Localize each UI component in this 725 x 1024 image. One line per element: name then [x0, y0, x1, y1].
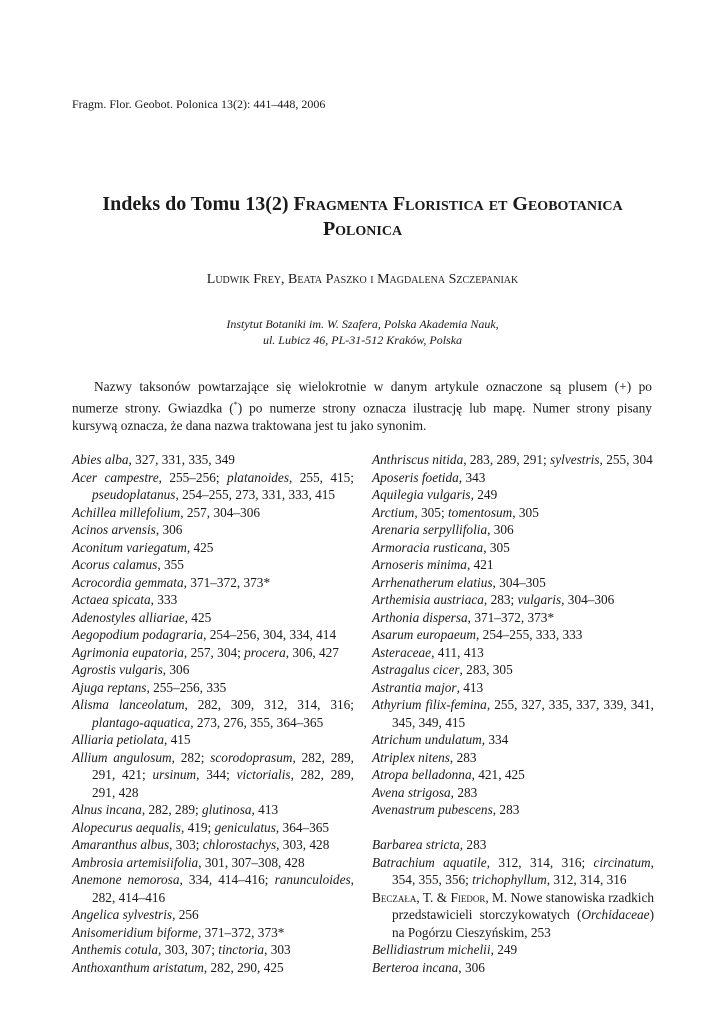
page-refs: , 305 [483, 539, 510, 555]
taxon-name: Agrostis vulgaris [72, 662, 163, 677]
page-refs: , 355 [157, 557, 184, 572]
taxon-name: Acer campestre [72, 469, 159, 485]
taxon-name: Acinos arvensis [72, 522, 156, 537]
page-refs: , 255–256; [158, 469, 227, 485]
taxon-name: Arctium [372, 504, 415, 520]
taxon-name: Orchidaceae [581, 907, 650, 922]
index-entry [372, 556, 654, 574]
taxon-name: Achillea millefolium [72, 504, 181, 520]
taxon-name: Astragalus cicer [372, 662, 460, 677]
index-entry [372, 836, 654, 854]
page-refs: , 254–255, 333, 333 [476, 627, 583, 642]
page-refs: , 249 [490, 942, 518, 957]
index-entry [372, 486, 654, 504]
index-entry [372, 854, 654, 889]
taxon-name: Anthoxanthum aristatum [72, 959, 204, 975]
page-refs: , 303, 307; [158, 942, 219, 957]
page-refs: , 421 [466, 557, 494, 572]
taxon-name: Alnus incana [72, 802, 142, 817]
index-entry [72, 696, 354, 731]
title-journal-name-cont: Polonica [322, 218, 403, 240]
page-refs: , 425 [184, 609, 212, 625]
index-entry [72, 854, 354, 872]
page-refs: ) na Pogórzu Cieszyńskim, 253 [392, 907, 654, 940]
taxon-name: glutinosa [202, 802, 252, 817]
index-entry [72, 521, 354, 539]
page-refs: , 305 [512, 504, 539, 520]
taxon-name: Armoracia rusticana [372, 539, 484, 555]
taxon-name: Abies alba [72, 452, 129, 467]
index-entry [372, 766, 654, 784]
index-entry [72, 871, 354, 906]
page-refs: , 255–256, 335 [146, 679, 227, 695]
title-journal-name: Fragmenta Floristica et Geobotanica [293, 193, 623, 215]
page-refs: , 421, 425 [471, 767, 525, 782]
index-column-right [372, 451, 654, 976]
page-refs: , 257, 304–306 [180, 504, 260, 520]
taxon-name: Aquilegia vulgaris [372, 487, 471, 502]
index-column-left [72, 451, 354, 976]
taxon-name: Acrocordia gemmata [72, 574, 184, 590]
page-refs: , 255, 327, 335, 337, 339, 341, 345, 349, 415 [392, 697, 655, 730]
intro-part-1: Nazwy taksonów powtarzające się wielokrotnie w danym artykule oznaczone są plusem (+) po numerze strony. Gwiazdka ( [72, 379, 652, 416]
taxon-name: pseudoplatanus [92, 487, 176, 502]
taxon-name: Alliaria petiolata [72, 732, 164, 747]
taxon-name: Batrachium aquatile [372, 854, 487, 870]
taxon-name: sylvestris [550, 452, 600, 467]
taxon-name: Aegopodium podagraria [72, 627, 204, 642]
page-refs: , 301, 307–308, 428 [198, 854, 305, 870]
page-refs: , 333 [150, 592, 178, 607]
page-refs: , 273, 276, 355, 364–365 [190, 714, 324, 730]
page-refs: , 415 [163, 732, 191, 747]
index-entry [72, 836, 354, 854]
index-entry [372, 626, 654, 644]
taxon-name: Athyrium filix-femina [372, 697, 487, 712]
page-refs: , 254–256, 304, 334, 414 [203, 627, 337, 642]
page-title [60, 192, 665, 242]
taxon-name: Arenaria serpyllifolia [372, 522, 488, 537]
page-refs: , 255, 415; [289, 469, 354, 485]
page-refs: , 282, 289; [141, 802, 203, 817]
taxon-name: Aconitum variegatum [72, 539, 187, 555]
index-entry [72, 679, 354, 697]
taxon-name: geniculatus [214, 819, 276, 835]
page-refs: , 371–372, 373* [197, 924, 285, 940]
taxon-name: Acorus calamus [72, 557, 158, 572]
taxon-name: Ajuga reptans [72, 679, 147, 695]
taxon-name: Amaranthus albus [72, 837, 170, 852]
taxon-name: Actaea spicata [72, 592, 151, 607]
affiliation-line-1: Instytut Botaniki im. W. Szafera, Polska Akademia Nauk, [226, 317, 499, 331]
page-refs: , 255, 304 [599, 452, 653, 467]
page-refs: , 303 [264, 942, 291, 957]
index-entry [72, 504, 354, 522]
journal-reference: Fragm. Flor. Geobot. Polonica 13(2): 441–448, 2006 [72, 97, 326, 111]
index-entry [372, 731, 654, 749]
page-refs: , 354, 355, 356; [392, 854, 654, 887]
index-entry [72, 556, 354, 574]
taxon-name: Atrichum undulatum [372, 732, 482, 747]
index-entry [372, 801, 654, 819]
intro-part-2: ) po numerze strony oznacza ilustrację lub mapę. Numer strony pisany kursywą oznacza, że dana nazwa traktowana jest tu jako synonim. [72, 400, 652, 434]
index-entry [72, 924, 354, 942]
taxon-name: Alopecurus aequalis [72, 819, 181, 835]
taxon-name: Anemone nemorosa [72, 872, 180, 887]
intro-star: * [233, 400, 238, 409]
taxon-name: Ambrosia artemisiifolia [72, 854, 199, 870]
page-refs: , 312, 314, 316 [546, 872, 627, 887]
page-refs: , 283 [449, 749, 477, 765]
index-entry [372, 889, 654, 942]
index-entry [72, 469, 354, 504]
taxon-name: Atriplex nitens [372, 749, 450, 765]
taxon-name: Avenastrum pubescens [372, 802, 493, 817]
index-entry [72, 906, 354, 924]
taxon-name: ursinum [152, 767, 197, 782]
taxon-name: Asarum europaeum [372, 627, 477, 642]
index-entry [372, 609, 654, 627]
taxon-name: Anisomeridium biforme [72, 924, 198, 940]
index-entry [72, 591, 354, 609]
page-refs: , 282, 289, 291, 421; [92, 749, 354, 782]
index-entry [372, 941, 654, 959]
index-entry [372, 661, 654, 679]
taxon-name: Adenostyles alliariae [72, 609, 185, 625]
page-refs: , 344; [196, 767, 237, 782]
page-refs: , 303, 428 [276, 837, 330, 852]
page-refs: , 254–255, 273, 331, 333, 415 [175, 487, 336, 502]
taxon-name: Allium angulosum [72, 749, 172, 765]
index-entry [372, 749, 654, 767]
author-name: Fiedor [450, 889, 486, 905]
index-entry [72, 574, 354, 592]
page-refs: , 249 [470, 487, 498, 502]
index-entry [72, 731, 354, 749]
index-entry [372, 504, 654, 522]
taxon-name: trichophyllum [472, 872, 547, 887]
index-entry [372, 959, 654, 977]
index-entry [372, 539, 654, 557]
page-refs: , 283 [492, 802, 520, 817]
index-entry [72, 819, 354, 837]
index-entry [372, 696, 654, 731]
index-entry [72, 539, 354, 557]
taxon-name: Barbarea stricta [372, 837, 460, 852]
index-entry [372, 679, 654, 697]
taxon-name: ranunculoides [274, 872, 351, 887]
taxon-name: Arthonia dispersa [372, 609, 468, 625]
taxon-name: platanoides [226, 469, 290, 485]
intro-paragraph [72, 378, 652, 435]
taxon-name: tomentosum [447, 504, 513, 520]
page-refs: , 283 [459, 837, 487, 852]
taxon-name: Angelica sylvestris [72, 907, 173, 922]
index-entry [72, 626, 354, 644]
page-refs: , 371–372, 373* [467, 609, 555, 625]
taxon-name: Anthemis cotula [72, 942, 159, 957]
page-refs: , 256 [172, 907, 199, 922]
index-entry [372, 451, 654, 469]
index-entry [72, 749, 354, 802]
taxon-name: tinctoria [218, 942, 265, 957]
taxon-name: Arthemisia austriaca [372, 592, 484, 607]
page-refs: , 283; [483, 592, 518, 607]
page-refs: , 413 [456, 679, 484, 695]
page-refs: , 364–365 [275, 819, 330, 835]
index-entry [72, 959, 354, 977]
index-entry [72, 644, 354, 662]
taxon-name: victorialis [236, 767, 291, 782]
page-refs: , 282, 290, 425 [203, 959, 284, 975]
taxon-name: vulgaris [517, 592, 562, 607]
page-refs: , 282; [171, 749, 211, 765]
index-entry [72, 661, 354, 679]
taxon-name: plantago-aquatica [92, 714, 191, 730]
index-entry [372, 574, 654, 592]
page-refs: , 257, 304; [183, 644, 245, 660]
taxon-name: Anthriscus nitida [372, 452, 464, 467]
taxon-name: Avena strigosa [372, 784, 451, 800]
page-refs: , 282, 309, 312, 314, 316; [184, 697, 354, 712]
index-entry [372, 644, 654, 662]
page-refs: , 411, 413 [431, 644, 484, 660]
taxon-name: Arrhenatherum elatius [372, 574, 493, 590]
page-refs: , 327, 331, 335, 349 [128, 452, 235, 467]
page-refs: , 425 [186, 539, 214, 555]
index-entry [372, 591, 654, 609]
index-entry [72, 801, 354, 819]
page-refs: , 282, 289, 291, 428 [92, 767, 355, 800]
taxon-name: Atropa belladonna [372, 767, 472, 782]
page-refs: , 419; [180, 819, 215, 835]
taxon-name: Aposeris foetida [372, 469, 459, 485]
page-refs: , 304–306 [561, 592, 615, 607]
index-entry [372, 784, 654, 802]
affiliation-line-2: ul. Lubicz 46, PL-31-512 Kraków, Polska [262, 333, 463, 347]
page-refs: , 305; [414, 504, 448, 520]
page-refs: , 304–305 [492, 574, 546, 590]
taxon-name: circinatum [593, 854, 651, 870]
taxon-name: Asteraceae [372, 644, 432, 660]
taxon-name: Bellidiastrum michelii [372, 942, 491, 957]
index-entry [372, 521, 654, 539]
index-entry [72, 941, 354, 959]
page-refs: , 306 [487, 522, 514, 537]
page-refs: , 303; [169, 837, 203, 852]
page-refs: , 306 [155, 522, 183, 537]
page-refs: , 413 [251, 802, 279, 817]
affiliation [60, 316, 665, 348]
page-refs: , 371–372, 373* [183, 574, 271, 590]
page-refs: , 282, 414–416 [92, 872, 354, 905]
index-entry [72, 609, 354, 627]
taxon-name: Astrantia major [372, 679, 457, 695]
page-refs: , M. Nowe stanowiska rzadkich przedstawicieli storczykowatych ( [392, 889, 654, 922]
page-refs: , 306, 427 [285, 644, 339, 660]
page-refs: , 312, 314, 316; [486, 854, 594, 870]
index-entry [72, 451, 354, 469]
page-refs: , 334, 414–416; [179, 872, 275, 887]
taxon-name: procera [244, 644, 286, 660]
page-refs: , 283, 305 [459, 662, 513, 677]
page-refs: , 306 [458, 959, 485, 975]
title-plain: Indeks do Tomu 13(2) [102, 193, 294, 215]
taxon-name: Agrimonia eupatoria [72, 644, 184, 660]
page-refs: , T. & [416, 889, 451, 905]
page-refs: , 283 [450, 784, 478, 800]
index-entry [372, 469, 654, 487]
page-refs: , 343 [458, 469, 486, 485]
page-refs: , 334 [481, 732, 509, 747]
taxon-name: Arnoseris minima [372, 557, 467, 572]
authors: Ludwik Frey, Beata Paszko i Magdalena Szczepaniak [206, 272, 519, 287]
taxon-name: Berteroa incana [372, 959, 459, 975]
taxon-name: scorodoprasum [210, 749, 293, 765]
taxon-name: chlorostachys [202, 837, 277, 852]
taxon-name: Alisma lanceolatum [72, 697, 185, 712]
page-refs: , 283, 289, 291; [463, 452, 551, 467]
page-refs: , 306 [162, 662, 190, 677]
author-name: Beczała [372, 889, 417, 905]
